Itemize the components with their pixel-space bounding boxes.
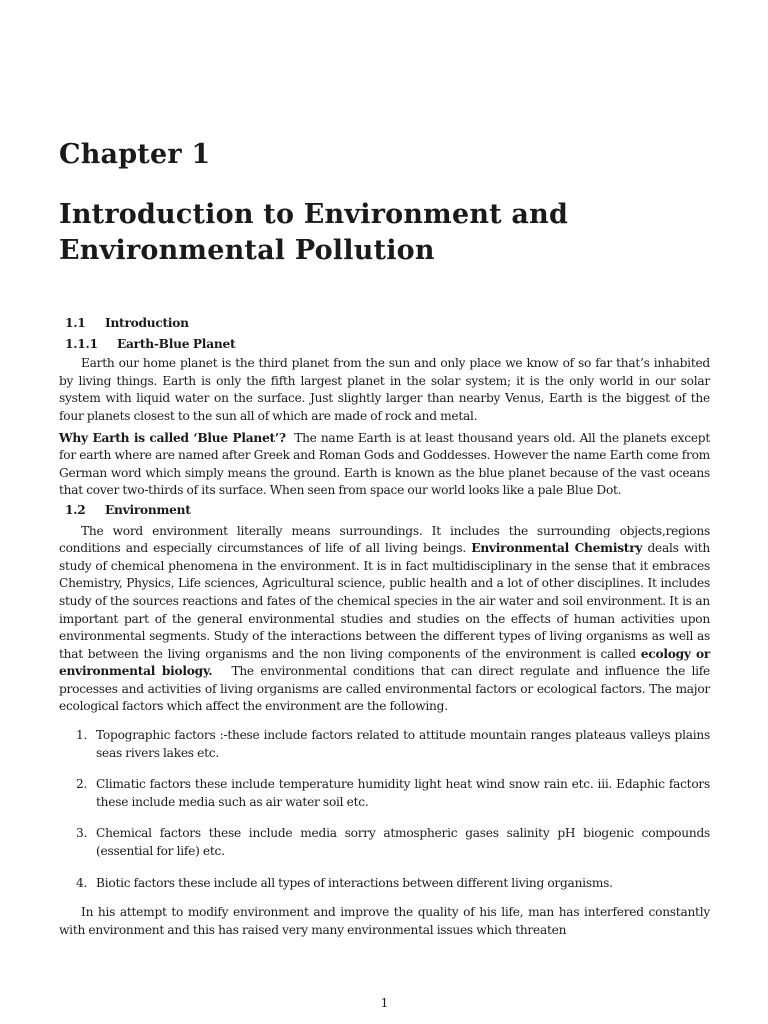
environment-text-part-3: The environmental conditions that can direct regulate and influence the life processes and activities of living organisms are called environmental factors or ecological factors. The major ecological factors which affect the environment are the following. <box>59 664 710 714</box>
section-title: Environment <box>105 502 191 517</box>
page-number: 1 <box>380 996 389 1010</box>
environment-text-part-2: deals with study of chemical phenomena in the environment. It is in fact multidisciplinary in the sense that it embraces Chemistry, Physics, Life sciences, Agricultural science, public health and a lot of other disciplines. It includes study of the sources reactions and fates of the chemical species in the air water and soil environment. It is an important part of the general environmental studies and studies on the effects of human activities upon environmental segments. Study of the interactions between the different types of living organisms as well as that between the living organisms and the non living components of the environment is called <box>59 541 711 661</box>
closing-paragraph: In his attempt to modify environment and improve the quality of his life, man has interfered constantly with environment and this has raised very many environmental issues which threaten <box>59 905 710 937</box>
section-number: 1.2 <box>65 502 86 517</box>
blue-planet-question: Why Earth is called ‘Blue Planet’? <box>59 430 286 445</box>
list-item-number: 1. <box>76 728 88 743</box>
term-ecology: ecology or environmental biology. <box>59 646 710 679</box>
list-item-number: 4. <box>76 875 88 890</box>
blue-planet-paragraph <box>59 430 710 500</box>
section-heading-1-2 <box>65 502 710 520</box>
chapter-label: Chapter 1 <box>59 139 211 170</box>
section-heading-1-1 <box>65 315 710 333</box>
list-item <box>59 727 710 762</box>
chapter-title-line-1: Introduction to Environment and <box>59 199 569 230</box>
chapter-title-line-2: Environmental Pollution <box>59 235 435 266</box>
list-item-text: Biotic factors these include all types of interactions between different living organisms. <box>96 875 613 890</box>
document-page <box>59 0 710 1024</box>
section-number: 1.1 <box>65 316 86 330</box>
list-item-text: Topographic factors :-these include factors related to attitude mountain ranges plateaus valleys plains seas rivers lakes etc. <box>96 728 710 760</box>
chapter-body <box>59 315 710 939</box>
list-item-number: 2. <box>76 777 88 792</box>
list-item <box>59 875 710 893</box>
list-item-text: Climatic factors these include temperature humidity light heat wind snow rain etc. iii. Edaphic factors these include media such as air water soil etc. <box>96 777 710 809</box>
environment-text-part-1: The word environment literally means surroundings. It includes the surrounding objects,regions conditions and especially circumstances of life of all living beings. <box>59 523 710 556</box>
ecological-factors-list <box>59 727 710 892</box>
list-item-text: Chemical factors these include media sorry atmospheric gases salinity pH biogenic compounds (essential for life) etc. <box>96 826 710 859</box>
earth-paragraph: Earth our home planet is the third planet from the sun and only place we know of so far that’s inhabited by living things. Earth is only the fifth largest planet in the solar system; it is the only world in our solar system with liquid water on the surface. Just slightly larger than nearby Venus, Earth is the biggest of the four planets closest to the sun all of which are made of rock and metal. <box>59 356 710 423</box>
subsection-heading-1-1-1 <box>65 336 710 354</box>
list-item <box>59 776 710 811</box>
environment-paragraph <box>59 523 710 717</box>
subsection-title: Earth-Blue Planet <box>117 336 236 351</box>
term-environmental-chemistry: Environmental Chemistry <box>471 541 643 556</box>
list-item-number: 3. <box>76 826 88 841</box>
list-item <box>59 825 710 860</box>
blue-planet-answer: The name Earth is at least thousand years old. All the planets except for earth where are named after Greek and Roman Gods and Goddesses. However the name Earth come from German word which simply means the ground. Earth is known as the blue planet because of the vast oceans that cover two-thirds of its surface. When seen from space our world looks like a pale Blue Dot. <box>59 430 710 498</box>
section-title: Introduction <box>105 316 189 330</box>
chapter-title <box>59 197 568 269</box>
subsection-number: 1.1.1 <box>65 336 98 351</box>
